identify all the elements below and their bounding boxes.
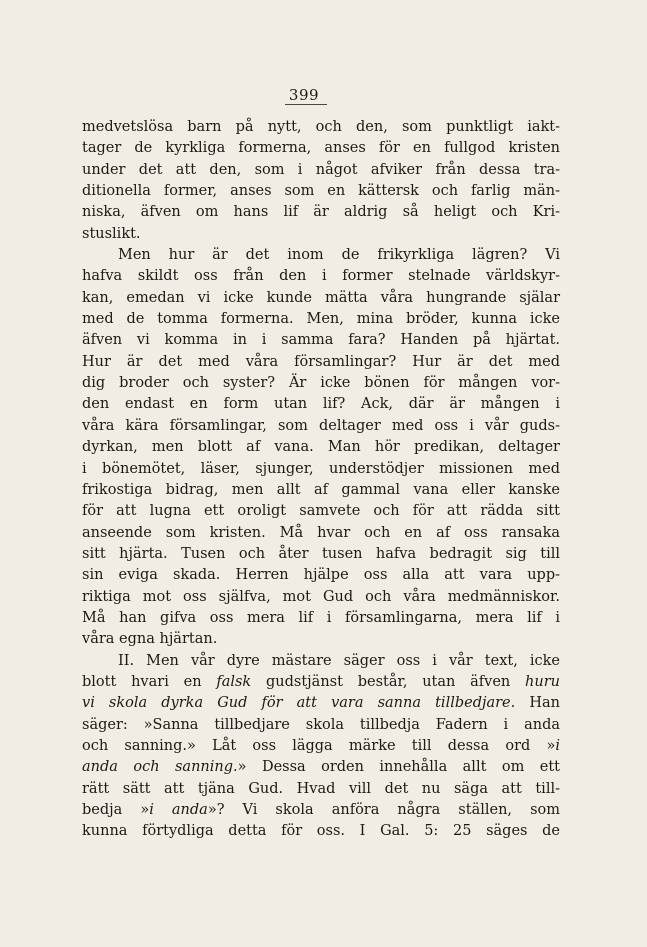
- text-segment: gudstjänst består, utan äfven: [251, 673, 526, 690]
- text-line: [82, 736, 560, 757]
- text-line: [82, 501, 560, 522]
- text-line: [82, 181, 560, 202]
- text-segment: bedja »: [82, 802, 150, 818]
- italic-text: falsk: [216, 673, 252, 690]
- text-line: [82, 138, 560, 159]
- text-line: [82, 587, 560, 608]
- text-segment: kunna förtydliga detta för oss. I Gal. 5: 25 säges de: [82, 823, 560, 840]
- italic-text: anda och sanning.: [82, 759, 238, 776]
- text-line: [82, 288, 560, 309]
- page-number-rule: [285, 104, 327, 105]
- text-segment: riktiga mot oss själfva, mot Gud och våra medmänniskor.: [82, 588, 560, 605]
- text-line: [82, 565, 560, 586]
- text-line: [82, 437, 560, 458]
- text-segment: Hur är det med våra församlingar? Hur är det med: [82, 353, 560, 370]
- text-line: [82, 117, 560, 138]
- text-segment: i bönemötet, läser, sjunger, understödjer missionen med: [82, 460, 560, 477]
- text-segment: under det att den, som i något afviker från dessa tra-: [82, 161, 560, 178]
- text-line: [82, 715, 560, 736]
- text-line: [82, 544, 560, 565]
- text-line: [82, 309, 560, 330]
- text-line: [82, 394, 560, 415]
- text-segment: frikostiga bidrag, men allt af gammal vana eller kanske: [82, 481, 560, 498]
- text-segment: våra egna hjärtan.: [82, 631, 218, 648]
- text-line: [82, 373, 560, 394]
- italic-text: huru: [525, 673, 560, 690]
- text-line: [82, 224, 560, 245]
- text-segment: dyrkan, men blott af vana. Man hör predikan, deltager: [82, 439, 560, 456]
- text-segment: och sanning.» Låt oss lägga märke till dessa ord »: [82, 737, 556, 754]
- text-segment: säger: »Sanna tillbedjare skola tillbedja Fadern i anda: [82, 716, 560, 733]
- text-line: [82, 779, 560, 800]
- text-segment: niska, äfven om hans lif är aldrig så heligt och Kri-: [82, 204, 560, 221]
- text-segment: II. Men vår dyre mästare säger oss i vår text, icke: [118, 652, 560, 669]
- text-segment: sin eviga skada. Herren hjälpe oss alla att vara upp-: [82, 567, 560, 584]
- text-line: [82, 672, 560, 693]
- text-line: [82, 160, 560, 181]
- text-segment: våra kära församlingar, som deltager med oss i vår guds-: [82, 417, 560, 434]
- text-segment: med de tomma formerna. Men, mina bröder, kunna icke: [82, 311, 560, 328]
- text-segment: stuslikt.: [82, 225, 141, 242]
- page-number: 399: [288, 86, 320, 104]
- text-segment: för att lugna ett oroligt samvete och för att rädda sitt: [82, 503, 560, 520]
- text-segment: äfven vi komma in i samma fara? Handen på hjärtat.: [82, 332, 560, 349]
- text-segment: rätt sätt att tjäna Gud. Hvad vill det nu säga att till-: [82, 780, 560, 797]
- text-segment: Må han gifva oss mera lif i församlingarna, mera lif i: [82, 609, 560, 626]
- text-segment: Han: [515, 695, 560, 712]
- text-segment: den endast en form utan lif? Ack, där är mången i: [82, 396, 560, 413]
- text-line: [82, 416, 560, 437]
- text-line: [82, 245, 560, 266]
- text-segment: kan, emedan vi icke kunde mätta våra hungrande själar: [82, 289, 560, 306]
- italic-text: vi skola dyrka Gud för att vara sanna tillbedjare.: [82, 695, 516, 712]
- text-line: [82, 266, 560, 287]
- text-line: [82, 800, 560, 821]
- text-segment: anseende som kristen. Må hvar och en af oss ransaka: [82, 524, 560, 541]
- text-segment: blott hvari en: [82, 673, 217, 690]
- text-segment: ditionella former, anses som en kättersk och farlig män-: [82, 183, 560, 200]
- text-line: [82, 352, 560, 373]
- text-segment: sitt hjärta. Tusen och åter tusen hafva bedragit sig till: [82, 545, 560, 562]
- text-line: [82, 693, 560, 714]
- text-segment: dig broder och syster? Är icke bönen för mången vor-: [82, 375, 560, 392]
- text-line: [82, 330, 560, 351]
- text-line: [82, 459, 560, 480]
- text-line: [82, 202, 560, 223]
- text-segment: »? Vi skola anföra några ställen, som: [207, 802, 560, 818]
- text-segment: medvetslösa barn på nytt, och den, som punktligt iakt-: [82, 119, 560, 135]
- text-line: [82, 629, 560, 650]
- text-segment: Men hur är det inom de frikyrkliga lägren? Vi: [118, 247, 560, 264]
- text-line: [82, 480, 560, 501]
- italic-text: i anda: [149, 802, 208, 818]
- text-line: [82, 523, 560, 544]
- text-line: [82, 651, 560, 672]
- text-segment: » Dessa orden innehålla allt om ett: [237, 759, 560, 776]
- text-line: [82, 757, 560, 778]
- text-segment: hafva skildt oss från den i former stelnade världskyr-: [82, 268, 560, 285]
- text-line: [82, 608, 560, 629]
- text-segment: tager de kyrkliga formerna, anses för en fullgod kristen: [82, 140, 560, 157]
- body-text: [82, 117, 560, 843]
- italic-text: i: [555, 737, 560, 754]
- text-line: [82, 821, 560, 842]
